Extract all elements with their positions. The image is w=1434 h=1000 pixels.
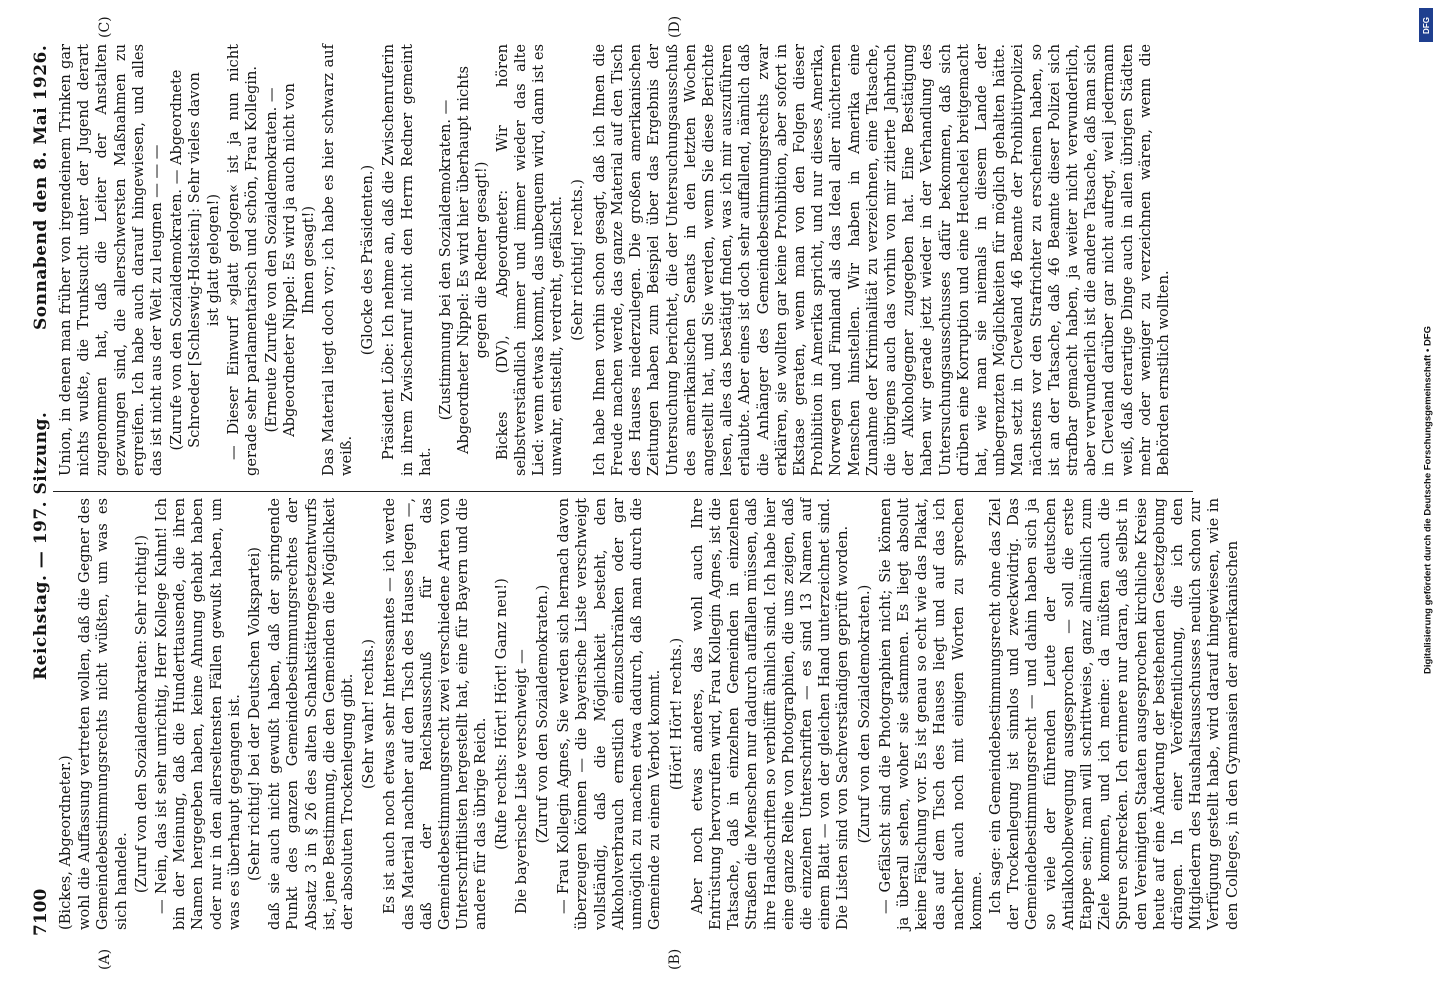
- column-divider: [53, 491, 1193, 492]
- paragraph: — Dieser Einwurf »glatt gelogen« ist ja nun nicht gerade sehr parlamentarisch und schön, Frau Kollegin.: [224, 44, 261, 476]
- interjection: (Zustimmung bei den Sozialdemokraten. — Abgeordneter Nippel: Es wird hier überhaupt nichts gegen die Redner gesagt!): [437, 66, 491, 455]
- margin-mark-b: (B): [667, 948, 683, 970]
- interjection: (Sehr richtig! bei der Deutschen Volkspartei): [246, 546, 264, 882]
- interjection: (Zurufe von den Sozialdemokraten. — Abgeordnete Schroeder [Schleswig-Holstein]: Sehr vieles davon ist glatt gelogen!): [168, 69, 222, 451]
- paragraph: Ich habe Ihnen vorhin schon gesagt, daß ich Ihnen die Freude machen werde, das ganze Material auf den Tisch des Hauses niederzulegen. Die großen amerikanischen Zeitungen haben zum Beispiel über das Ergebnis der Untersuchung berichtet, die der Untersuchungsausschuß des amerikanischen Senats in den letzten Wochen angestellt hat, und Sie werden, wenn Sie diese Berichte lesen, alles das bestätigt finden, was ich mir auszuführen erlaubte. Aber eines ist doch sehr auffallend, nämlich daß die Anhänger des Gemeindebestimmungsrechts zwar erklären, sie wollten gar keine Prohibition, aber sofort in Ekstase geraten, wenn man von den Folgen dieser Prohibition in Amerika spricht, und nur dieses Amerika, Norwegen und Finnland als das Ideal aller nüchternen Menschen hinstellen. Wir haben in Amerika eine Zunahme der Kriminalität zu verzeichnen, eine Tatsache, die übrigens auch das vorhin von mir zitierte Jahrbuch der Alkoholgegner zugegeben hat. Eine Bestätigung haben wir gerade jetzt wieder in der Verhandlung des Untersuchungsausschusses dafür bekommen, daß sich drüben eine Korruption und eine Heuchelei breitgemacht hat, wie man sie niemals in diesem Lande der unbegrenzten Möglichkeiten für möglich gehalten hätte. Man setzt in Cleveland 46 Beamte der Prohibitivpolizei nächstens vor den Strafrichter zu erscheinen haben, so ist an der Tatsache, daß 46 Beamte dieser Polizei sich strafbar gemacht haben, ja weiter nicht verwunderlich, aber verwunderlich ist die andere Tatsache, daß man sich in Cleveland darüber gar nicht aufregt, weil jedermann weiß, daß derartige Dinge auch in allen übrigen Städten mehr oder weniger zu verzeichnen wären, wenn die Behörden ernstlich wollten.: [590, 44, 1172, 476]
- interjection: (Zuruf von den Sozialdemokraten: Sehr richtig!): [132, 534, 150, 894]
- page-number: 7100: [31, 888, 51, 936]
- page-header: [17, 40, 59, 940]
- paragraph: Union, in denen man früher von irgendeinem Trinken gar nichts wußte, die Trunksucht unter der Jugend derart zugenommen hat, daß die Leiter der Anstalten gezwungen sind, die allerschwersten Maßnahmen zu ergreifen. Ich habe auch darauf hingewiesen, und alles das ist nicht aus der Welt zu leugnen — — —: [57, 44, 166, 476]
- session-title: Reichstag. — 197. Sitzung.: [31, 411, 51, 680]
- paragraph: Ich sage: ein Gemeindebestimmungsrecht ohne das Ziel der Trockenlegung ist sinnlos und zweckwidrig. Das Gemeindebestimmungsrecht — und dahin haben sich ja so viele der führenden Leute der deutschen Antialkoholbewegung ausgesprochen — soll die erste Etappe sein; man will schrittweise, ganz allmählich zum Ziele kommen, und ich meine: da müßten auch die Spuren schrecken. Ich erinnere nur daran, daß selbst in den Vereinigten Staaten ausgesprochen kirchliche Kreise heute auf eine Änderung der bestehenden Gesetzgebung drängen. In einer Veröffentlichung, die ich den Mitgliedern des Haushaltsausschusses neulich schon zur Verfügung gestellt habe, wird darauf hingewiesen, wie in den Colleges, in den Gymnasien der amerikanischen: [986, 498, 1241, 930]
- paragraph: wohl die Auffassung vertreten wollen, daß die Gegner des Gemeindebestimmungsrechts nicht wüßten, um was es sich handele.: [76, 498, 130, 930]
- paragraph: daß sie auch nicht gewußt haben, daß der springende Punkt des ganzen Gemeindebestimmungsrechtes der Absatz 3 in § 26 des alten Schankstättengesetzentwurfs ist, jene Bestimmung, die den Gemeinden die Möglichkeit der absoluten Trockenlegung gibt.: [266, 498, 357, 930]
- right-column: [57, 44, 1187, 476]
- document-page: [17, 15, 1241, 970]
- paragraph: — Frau Kollegin Agnes, Sie werden sich hernach davon überzeugen können — die bayerische Liste verschweigt vollständig, daß die Möglichkeit besteht, den Alkoholverbrauch ernstlich einzuschränken oder gar unmöglich zu machen etwa dadurch, daß man durch die Gemeinde zu einem Verbot kommt.: [555, 498, 664, 930]
- paragraph: Aber noch etwas anderes, das wohl auch Ihre Entrüstung hervorrufen wird, Frau Kollegin Agnes, ist die Tatsache, daß in einzelnen Gemeinden in einzelnen Straßen die Menschen nur dadurch auffallen müssen, daß ihre Handschriften so verblüfft ähnlich sind. Ich habe hier eine ganze Reihe von Photographien, die uns zeigen, daß die einzelnen Unterschriften — es sind 13 Namen auf einem Blatt — von der gleichen Hand unterzeichnet sind. Die Listen sind von Sachverständigen geprüft worden.: [688, 498, 852, 930]
- interjection: (Rufe rechts: Hört! Hört! Ganz neu!): [492, 578, 510, 850]
- paragraph: Es ist auch noch etwas sehr Interessantes — ich werde das Material nachher auf den Tisch des Hauses legen —, daß der Reichsausschuß für das Gemeindebestimmungsrecht zwei verschiedene Arten von Unterschriftlisten hergestellt hat, eine für Bayern und die andere für das übrige Reich.: [381, 498, 490, 930]
- paragraph: Die bayerische Liste verschweigt —: [512, 649, 530, 914]
- margin-mark-c: (C): [97, 16, 113, 38]
- paragraph: — Gefälscht sind die Photographien nicht; Sie können ja überall sehen, woher sie stammen. Es liegt absolut keine Fälschung vor. Es ist genau so echt wie das Plakat, das auf dem Tisch des Hauses liegt und auf das ich nachher auch noch mit einigen Worten zu sprechen komme.: [876, 498, 985, 930]
- speaker-paragraph: Bickes (DV), Abgeordneter: Wir hören selbstverständlich immer und immer wieder das alte Lied: wenn etwas kommt, das unbequem wird, dann ist es unwahr, entstellt, verdreht, gefälscht.: [493, 44, 566, 476]
- margin-mark-a: (A): [97, 948, 113, 970]
- paragraph: Das Material liegt doch vor; ich habe es hier schwarz auf weiß.: [319, 44, 356, 476]
- left-column: [57, 498, 1241, 930]
- speaker-continuation: (Bickes, Abgeordneter.): [57, 755, 74, 930]
- interjection: (Zuruf von den Sozialdemokraten.): [855, 584, 873, 844]
- interjection: (Hört! Hört! rechts.): [667, 637, 685, 791]
- session-date: Sonnabend den 8. Mai 1926.: [31, 44, 51, 330]
- interjection: (Sehr richtig! rechts.): [569, 179, 587, 341]
- interjection: (Glocke des Präsidenten.): [359, 164, 377, 356]
- margin-mark-d: (D): [667, 15, 683, 38]
- dfg-logo: DFG: [1419, 8, 1433, 42]
- interjection: (Sehr wahr! rechts.): [360, 638, 378, 790]
- president-remark: Präsident Löbe: Ich nehme an, daß die Zwischenruferin in ihrem Zwischenruf nicht den Herrn Redner gemeint hat.: [380, 44, 434, 476]
- paragraph: — Nein, das ist sehr unrichtig, Herr Kollege Kuhnt! Ich bin der Meinung, daß die Hunderttausende, die ihren Namen hergegeben haben, keine Ahnung gehabt haben oder nur in den allerseltensten Fällen gewußt haben, um was es überhaupt gegangen ist.: [153, 498, 243, 930]
- interjection: (Zuruf von den Sozialdemokraten.): [534, 584, 552, 844]
- interjection: (Erneute Zurufe von den Sozialdemokraten. — Abgeordneter Nippel: Es wird ja auch nicht von Ihnen gesagt!): [263, 83, 317, 437]
